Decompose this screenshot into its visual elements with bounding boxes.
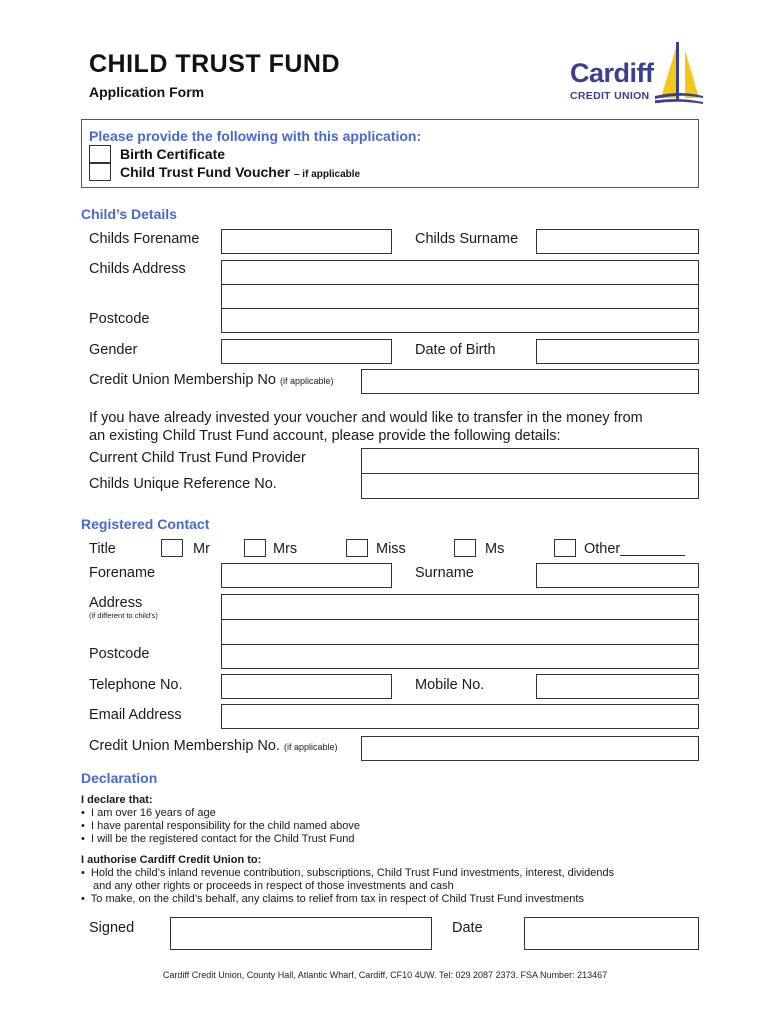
provider-field[interactable] bbox=[361, 448, 699, 474]
footer-address: Cardiff Credit Union, County Hall, Atlantic Wharf, Cardiff, CF10 4UW. Tel: 029 2087 2373. FSA Number: 213467 bbox=[162, 970, 608, 980]
reference-field[interactable] bbox=[361, 473, 699, 499]
authorise-item-1-line2: and any other rights or proceeds in respect of those investments and cash bbox=[93, 880, 454, 892]
date-of-birth-label: Date of Birth bbox=[415, 342, 496, 358]
birth-certificate-label: Birth Certificate bbox=[120, 146, 226, 162]
authorise-item-1-line1: • Hold the child’s inland revenue contribution, subscriptions, Child Trust Fund investments, interest, dividends bbox=[81, 867, 615, 879]
childs-membership-note: (if applicable) bbox=[280, 376, 334, 386]
title-mr-label: Mr bbox=[193, 541, 210, 557]
contact-membership-note: (if applicable) bbox=[284, 742, 338, 752]
childs-forename-field[interactable] bbox=[221, 229, 392, 254]
logo-name: Cardiff bbox=[570, 58, 654, 88]
title-mr-checkbox[interactable] bbox=[161, 539, 183, 557]
gender-field[interactable] bbox=[221, 339, 392, 364]
contact-postcode-label: Postcode bbox=[89, 646, 150, 662]
telephone-label: Telephone No. bbox=[89, 677, 183, 693]
contact-forename-label: Forename bbox=[89, 565, 156, 581]
childs-address-field-line1[interactable] bbox=[221, 260, 699, 285]
voucher-label: Child Trust Fund Voucher – if applicable bbox=[120, 164, 361, 180]
childs-address-field-line2[interactable] bbox=[221, 284, 699, 309]
voucher-checkbox[interactable] bbox=[89, 163, 111, 181]
sails-logo-icon bbox=[655, 40, 705, 106]
title-miss-label: Miss bbox=[376, 541, 406, 557]
telephone-field[interactable] bbox=[221, 674, 392, 699]
transfer-intro-line2: an existing Child Trust Fund account, please provide the following details: bbox=[89, 428, 561, 444]
title-ms-checkbox[interactable] bbox=[454, 539, 476, 557]
date-label: Date bbox=[452, 920, 483, 936]
mobile-label: Mobile No. bbox=[415, 677, 485, 693]
childs-postcode-label: Postcode bbox=[89, 311, 150, 327]
childs-membership-label: Credit Union Membership No (if applicable) bbox=[89, 372, 334, 388]
childs-surname-field[interactable] bbox=[536, 229, 699, 254]
childs-forename-label: Childs Forename bbox=[89, 231, 200, 247]
declare-intro: I declare that: bbox=[81, 794, 153, 806]
contact-address-note: (if different to child’s) bbox=[89, 611, 158, 620]
mobile-field[interactable] bbox=[536, 674, 699, 699]
email-field[interactable] bbox=[221, 704, 699, 729]
childs-surname-label: Childs Surname bbox=[415, 231, 519, 247]
contact-address-label: Address bbox=[89, 595, 143, 611]
contact-address-field-line1[interactable] bbox=[221, 594, 699, 620]
authorise-intro: I authorise Cardiff Credit Union to: bbox=[81, 854, 262, 866]
contact-postcode-field[interactable] bbox=[221, 644, 699, 669]
reference-label: Childs Unique Reference No. bbox=[89, 476, 277, 492]
declaration-heading: Declaration bbox=[81, 770, 158, 786]
logo-subtext: CREDIT UNION bbox=[570, 90, 650, 102]
date-of-birth-field[interactable] bbox=[536, 339, 699, 364]
email-label: Email Address bbox=[89, 707, 182, 723]
voucher-note: – if applicable bbox=[293, 169, 361, 180]
signed-label: Signed bbox=[89, 920, 135, 936]
declare-item-2: • I have parental responsibility for the child named above bbox=[81, 820, 361, 832]
requirements-heading: Please provide the following with this application: bbox=[89, 128, 422, 144]
transfer-intro-line1: If you have already invested your voucher and would like to transfer in the money from bbox=[89, 410, 643, 426]
childs-address-label: Childs Address bbox=[89, 261, 186, 277]
form-title: CHILD TRUST FUND bbox=[89, 50, 341, 78]
registered-contact-heading: Registered Contact bbox=[81, 516, 210, 532]
gender-label: Gender bbox=[89, 342, 138, 358]
contact-surname-field[interactable] bbox=[536, 563, 699, 588]
authorise-item-2: • To make, on the child’s behalf, any claims to relief from tax in respect of Child Trust Fund investments bbox=[81, 893, 584, 905]
contact-forename-field[interactable] bbox=[221, 563, 392, 588]
title-other-checkbox[interactable] bbox=[554, 539, 576, 557]
contact-membership-field[interactable] bbox=[361, 736, 699, 761]
childs-postcode-field[interactable] bbox=[221, 308, 699, 333]
birth-certificate-checkbox[interactable] bbox=[89, 145, 111, 163]
childs-membership-field[interactable] bbox=[361, 369, 699, 394]
title-miss-checkbox[interactable] bbox=[346, 539, 368, 557]
childs-details-heading: Child’s Details bbox=[81, 206, 177, 222]
provider-label: Current Child Trust Fund Provider bbox=[89, 450, 306, 466]
contact-surname-label: Surname bbox=[415, 565, 474, 581]
title-mrs-label: Mrs bbox=[273, 541, 298, 557]
title-ms-label: Ms bbox=[485, 541, 505, 557]
title-other-label: Other________ bbox=[584, 541, 685, 557]
title-label: Title bbox=[89, 541, 116, 557]
contact-address-field-line2[interactable] bbox=[221, 619, 699, 645]
title-mrs-checkbox[interactable] bbox=[244, 539, 266, 557]
date-field[interactable] bbox=[524, 917, 699, 950]
contact-membership-label: Credit Union Membership No. (if applicable) bbox=[89, 738, 338, 754]
declare-item-1: • I am over 16 years of age bbox=[81, 807, 216, 819]
signature-field[interactable] bbox=[170, 917, 432, 950]
form-subtitle: Application Form bbox=[89, 84, 205, 100]
declare-item-3: • I will be the registered contact for the Child Trust Fund bbox=[81, 833, 355, 845]
